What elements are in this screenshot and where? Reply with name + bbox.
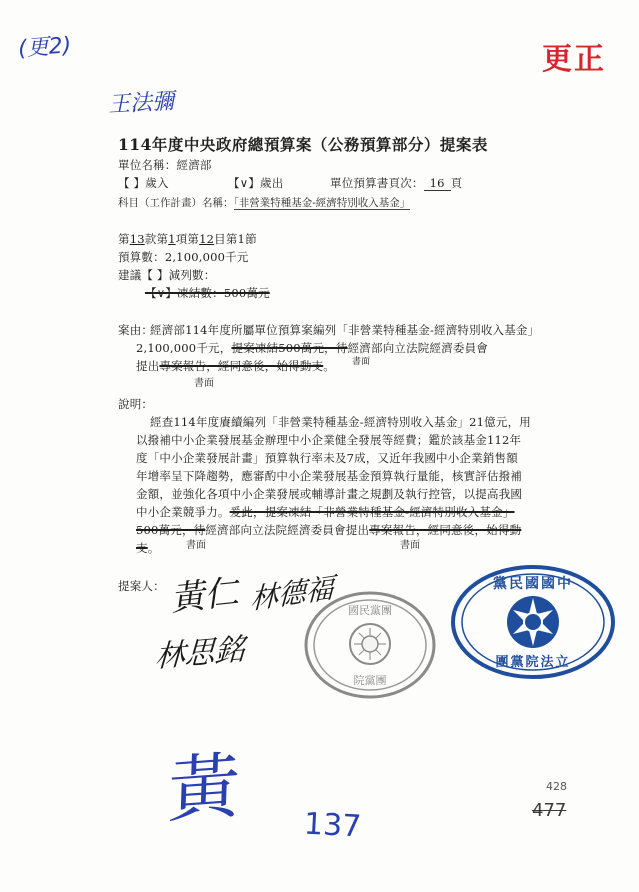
budget-value: 2,100,000千元 — [164, 250, 249, 264]
seal-left-bottom-text: 院黨團 — [353, 674, 387, 687]
page-number-text: 137 — [303, 806, 363, 845]
party-caucus-seal-left — [300, 588, 440, 702]
explanation-line-7-struck-c: ，經同意後，始得動 — [415, 523, 522, 537]
explanation-line-8 — [136, 540, 159, 556]
section-row — [118, 231, 257, 247]
suggestion-label: 建議【 】減列數： — [118, 268, 216, 282]
page-ref-row — [330, 175, 462, 191]
reason-insert-written — [194, 374, 214, 389]
explanation-label-text: 說明： — [118, 397, 154, 411]
signature-2-text: 林德福 — [249, 570, 335, 617]
reason-line-3-post: 。 — [323, 359, 335, 373]
type-row — [118, 175, 169, 191]
reason-line-2-pre: 2,100,000千元， — [136, 341, 232, 355]
section-kuan-label: 款第 — [144, 232, 169, 246]
explanation-line-1-text: 經查114年度賡續編列「非營業特種基金-經濟特別收入基金」21億元，用 — [150, 415, 531, 429]
explanation-line-7-struck-a: 500萬元，待 — [136, 523, 206, 537]
section-jie-label: 節 — [245, 232, 257, 246]
reason-line-3-struck-a: 專案報告 — [159, 359, 207, 373]
explanation-line-7-mid: 經濟部向立法院經濟委員會提出 — [205, 523, 370, 537]
page-ref-suffix: 頁 — [450, 176, 463, 190]
expense-row — [228, 175, 283, 191]
page-number — [303, 807, 362, 845]
unit-row — [118, 157, 212, 173]
kmt-caucus-seal-right — [448, 562, 618, 682]
explanation-line-7-struck-b: 專案報告 — [369, 523, 416, 537]
handwritten-name-text: 王法彌 — [107, 89, 175, 118]
subject-row — [118, 195, 410, 210]
explanation-line-8-post: 。 — [147, 541, 160, 555]
reason-insert-submit — [352, 354, 370, 367]
reason-insert-submit-text: 書面 — [352, 357, 371, 367]
section-mu: 12 — [199, 232, 215, 246]
revenue-checkbox: 【 】歲入 — [118, 176, 169, 190]
page-ref-2 — [532, 800, 566, 821]
correction-stamp-text: 更正 — [542, 42, 606, 77]
page-title — [118, 133, 488, 155]
explanation-line-3 — [136, 450, 518, 466]
explanation-line-6-struck: 爰此，提案凍結「非營業特種基金-經濟特別收入基金」 — [229, 505, 515, 519]
explanation-line-8-struck: 支 — [136, 541, 148, 555]
explanation-line-5-text: 金額，並強化各項中小企業發展或輔導計畫之規劃及執行控管，以提高我國 — [136, 487, 523, 501]
subject-value: 「非營業特種基金-經濟特別收入基金」 — [233, 197, 411, 209]
seal-right-top-text: 黨民國國中 — [493, 576, 573, 592]
reason-line-3-struck-b: ，經同意後，始得動支 — [206, 359, 324, 373]
page-ref-label: 單位預算書頁次： — [330, 176, 424, 190]
correction-stamp — [542, 34, 606, 78]
reason-line-1-text: 經濟部114年度所屬單位預算案編列「非營業特種基金-經濟特別收入基金」 — [150, 323, 540, 337]
explanation-line-3-text: 度「中小企業發展計畫」預算執行率未及7成，又近年我國中小企業銷售額 — [136, 451, 518, 465]
explanation-line-4 — [136, 468, 522, 484]
handwritten-name — [107, 84, 175, 118]
page-ref-2-text: 477 — [532, 800, 567, 821]
suggestion-struck-row — [145, 285, 270, 301]
explanation-insert-submit — [186, 536, 206, 551]
budget-row — [118, 249, 249, 265]
section-mu-label: 目第 — [214, 232, 238, 246]
signature-1 — [168, 565, 241, 621]
section-prefix: 第 — [118, 232, 130, 246]
explanation-line-2-text: 以撥補中小企業發展基金辦理中小企業健全發展等經費；鑑於該基金112年 — [136, 433, 522, 447]
page-ref-1-text: 428 — [546, 780, 567, 793]
section-jie: 1 — [237, 232, 246, 246]
signature-1-text: 黃仁 — [168, 572, 241, 620]
seal-right-bottom-text: 團黨院法立 — [495, 655, 571, 670]
section-kuan: 13 — [129, 232, 145, 246]
reason-line-2 — [136, 340, 488, 356]
reason-line-1 — [150, 322, 539, 338]
reason-insert-written-text: 書面 — [194, 378, 214, 389]
page-ref-1 — [546, 780, 567, 793]
explanation-insert-submit-text: 書面 — [186, 540, 206, 551]
proposer-label-text: 提案人： — [118, 579, 165, 593]
explanation-line-6 — [136, 504, 515, 520]
signature-3-text: 林思銘 — [154, 631, 246, 676]
subject-label: 科目（工作計畫）名稱： — [118, 197, 234, 209]
unit-value: 經濟部 — [176, 158, 212, 172]
reason-line-2-struck: 提案凍結500萬元，待 — [231, 341, 348, 355]
reason-label-text: 案由： — [118, 323, 154, 337]
signature-4 — [166, 743, 242, 833]
explanation-line-6-pre: 中小企業競爭力。 — [136, 505, 230, 519]
section-xiang-label: 項第 — [175, 232, 200, 246]
explanation-line-5 — [136, 486, 522, 502]
seal-left-top-text: 國民黨團 — [348, 604, 392, 617]
corner-note — [17, 28, 72, 63]
reason-line-3 — [136, 358, 335, 374]
reason-label — [118, 322, 153, 338]
explanation-line-1 — [150, 414, 531, 430]
suggestion-row — [118, 267, 215, 283]
unit-label: 單位名稱： — [118, 158, 177, 172]
signature-3 — [154, 624, 246, 676]
reason-line-2-post: 經濟部向立法院經濟委員會 — [347, 341, 488, 355]
expense-checkbox: 【∨】歲出 — [228, 176, 284, 190]
page-ref-value: 16 — [424, 176, 451, 191]
explanation-label — [118, 396, 153, 412]
budget-label: 預算數： — [118, 250, 165, 264]
corner-note-text: (更2) — [17, 33, 73, 62]
reason-line-3-pre: 提出 — [136, 359, 160, 373]
explanation-insert-written-text: 書面 — [400, 540, 420, 551]
explanation-line-2 — [136, 432, 521, 448]
page-title-text: 114年度中央政府總預算案（公務預算部分）提案表 — [118, 135, 488, 154]
proposer-label — [118, 578, 165, 594]
signature-4-text: 黃 — [166, 743, 242, 833]
section-xiang: 1 — [168, 232, 176, 246]
explanation-insert-written — [400, 536, 420, 551]
suggestion-struck-line: 【∨】凍結數：500萬元 — [145, 286, 270, 300]
explanation-line-4-text: 年增率呈下降趨勢，應審酌中小企業發展基金預算執行量能，核實評估撥補 — [136, 469, 523, 483]
